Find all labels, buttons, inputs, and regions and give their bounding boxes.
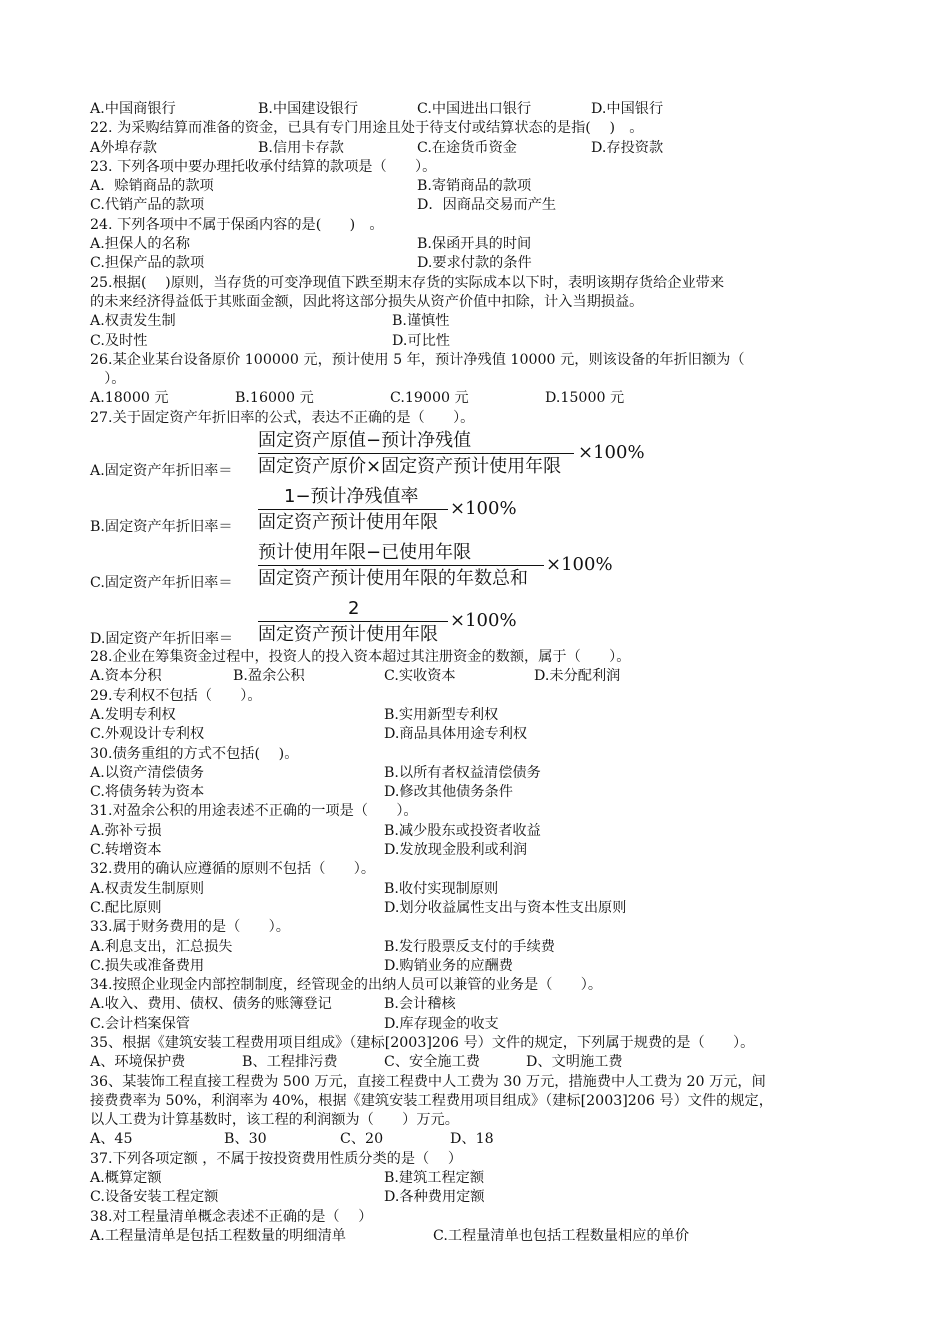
formula-b-label: B.固定资产年折旧率＝ (90, 519, 233, 536)
q23-option-d: D．因商品交易而产生 (417, 197, 557, 214)
q29-options-row1 (90, 706, 880, 725)
q22-stem: 22. 为采购结算而准备的资金，已具有专门用途且处于待支付或结算状态的是指( ) 。 (90, 120, 644, 137)
q28-options (90, 667, 880, 686)
q21-options (90, 100, 880, 119)
q32-option-d: D.划分收益属性支出与资本性支出原则 (384, 899, 627, 916)
q34-option-c: C.会计档案保管 (90, 1015, 190, 1032)
formula-d-numerator: 2 (348, 598, 360, 620)
formula-b-fraction-bar (258, 509, 448, 510)
formula-b-numerator: 1−预计净残值率 (284, 486, 419, 508)
q22-options (90, 139, 880, 158)
formula-a-label: A.固定资产年折旧率＝ (90, 463, 233, 480)
q26-option-a: A.18000 元 (90, 390, 169, 407)
q38-options (90, 1227, 880, 1246)
formula-d-denominator: 固定资产预计使用年限 (258, 624, 438, 646)
formula-a-denominator: 固定资产原价×固定资产预计使用年限 (258, 456, 562, 478)
formula-c-label: C.固定资产年折旧率＝ (90, 575, 233, 592)
q26-option-c: C.19000 元 (390, 390, 469, 407)
q33-options-row1 (90, 938, 880, 957)
q25-stem-line1: 25.根据( )原则，当存货的可变净现值下跌至期末存货的实际成本以下时，表明该期存货给企业带来 (90, 274, 725, 291)
q21-option-c: C.中国进出口银行 (417, 101, 532, 117)
q23-options-row2 (90, 196, 880, 215)
q23-options-row1 (90, 177, 880, 196)
q22-option-c: C.在途货币资金 (417, 139, 517, 156)
q29-option-b: B.实用新型专利权 (384, 706, 499, 723)
q33-option-d: D.购销业务的应酬费 (384, 957, 513, 974)
formula-d-fraction-bar (258, 621, 448, 622)
q32-option-b: B.收付实现制原则 (384, 880, 499, 897)
q22-option-d: D.存投资款 (591, 139, 664, 156)
q38-option-a: A.工程量清单是包括工程数量的明细清单 (90, 1227, 346, 1244)
q34-options-row2 (90, 1015, 880, 1034)
formula-c-denominator: 固定资产预计使用年限的年数总和 (258, 568, 528, 590)
q36-option-c: C、20 (340, 1131, 384, 1148)
q26-option-d: D.15000 元 (545, 390, 625, 407)
q32-option-a: A.权责发生制原则 (90, 880, 205, 897)
q29-option-c: C.外观设计专利权 (90, 726, 205, 743)
q36-stem-line2: 接费费率为 50%，利润率为 40%，根据《建筑安装工程费用项目组成》（建标[2003]206 号）文件的规定， (90, 1092, 773, 1109)
formula-a-suffix: ×100% (578, 442, 645, 464)
q28-option-a: A.资本分积 (90, 668, 162, 685)
q34-options-row1 (90, 995, 880, 1014)
q33-option-b: B.发行股票反支付的手续费 (384, 938, 555, 955)
q37-option-b: B.建筑工程定额 (384, 1170, 485, 1187)
q25-options-row2 (90, 332, 880, 351)
q34-option-b: B.会计稽核 (384, 996, 456, 1013)
formula-c-suffix: ×100% (546, 554, 613, 576)
q34-option-a: A.收入、费用、债权、债务的账簿登记 (90, 996, 332, 1013)
formula-d-suffix: ×100% (450, 610, 517, 632)
q23-option-c: C.代销产品的款项 (90, 197, 205, 214)
q31-option-b: B.减少股东或投资者收益 (384, 822, 541, 839)
q28-stem: 28.企业在筹集资金过程中，投资人的投入资本超过其注册资金的数额，属于（ ）。 (90, 649, 631, 666)
q32-option-c: C.配比原则 (90, 899, 162, 916)
q37-options-row1 (90, 1169, 880, 1188)
q37-stem: 37.下列各项定额 ，不属于按投资费用性质分类的是（ ） (90, 1150, 463, 1167)
q27-formula-c (90, 538, 880, 594)
q25-options-row1 (90, 312, 880, 331)
q27-stem: 27.关于固定资产年折旧率的公式，表达不正确的是（ ）。 (90, 409, 475, 426)
q25-option-d: D.可比性 (392, 332, 450, 349)
q28-option-d: D.未分配利润 (534, 668, 621, 685)
formula-a-fraction-bar (258, 453, 574, 454)
q30-stem: 30.债务重组的方式不包括( )。 (90, 745, 299, 762)
q26-option-b: B.16000 元 (235, 390, 314, 407)
q21-option-b: B.中国建设银行 (258, 101, 359, 117)
q30-option-b: B.以所有者权益清偿债务 (384, 764, 541, 781)
q26-stem-line2: ）。 (90, 371, 126, 388)
q26-options (90, 389, 880, 408)
q32-options-row2 (90, 899, 880, 918)
question-sheet (90, 100, 880, 1246)
q33-options-row2 (90, 957, 880, 976)
q36-option-a: A、45 (90, 1131, 133, 1148)
q24-option-a: A.担保人的名称 (90, 236, 190, 253)
q24-option-b: B.保函开具的时间 (417, 236, 532, 253)
q31-option-d: D.发放现金股利或利润 (384, 842, 528, 859)
q36-option-b: B、30 (224, 1131, 267, 1148)
q28-option-b: B.盈余公积 (233, 668, 305, 685)
q21-option-d: D.中国银行 (591, 101, 664, 117)
q33-stem: 33.属于财务费用的是（ ）。 (90, 919, 290, 936)
q36-option-d: D、18 (450, 1131, 494, 1148)
q23-option-b: B.寄销商品的款项 (417, 178, 532, 195)
q24-option-c: C.担保产品的款项 (90, 255, 205, 272)
q31-stem: 31.对盈余公积的用途表述不正确的一项是（ ）。 (90, 803, 418, 820)
q23-option-a: A．赊销商品的款项 (90, 178, 214, 195)
q35-option-c: C、安全施工费 (384, 1054, 480, 1071)
q37-option-a: A.概算定额 (90, 1170, 162, 1187)
q31-options-row2 (90, 841, 880, 860)
q25-stem-line2: 的未来经济得益低于其账面金额，因此将这部分损失从资产价值中扣除，计入当期损益。 (90, 293, 644, 310)
q27-formula-d (90, 594, 880, 648)
q25-option-c: C.及时性 (90, 332, 148, 349)
q37-option-d: D.各种费用定额 (384, 1189, 485, 1206)
q34-stem: 34.按照企业现金内部控制制度，经管现金的出纳人员可以兼管的业务是（ ）。 (90, 977, 603, 994)
q38-option-c: C.工程量清单也包括工程数量相应的单价 (433, 1227, 690, 1244)
q35-option-a: A、环境保护费 (90, 1054, 186, 1071)
q23-stem: 23. 下列各项中要办理托收承付结算的款项是（ ）。 (90, 158, 437, 175)
q24-stem: 24. 下列各项中不属于保函内容的是( ) 。 (90, 216, 384, 233)
q30-options-row1 (90, 764, 880, 783)
q37-option-c: C.设备安装工程定额 (90, 1189, 219, 1206)
q31-options-row1 (90, 822, 880, 841)
formula-c-numerator: 预计使用年限−已使用年限 (258, 542, 472, 564)
q30-option-c: C.将债务转为资本 (90, 784, 205, 801)
q36-stem-line3: 以人工费为计算基数时，该工程的利润额为（ ）万元。 (90, 1112, 459, 1129)
q26-stem-line1: 26.某企业某台设备原价 100000 元，预计使用 5 年，预计净残值 10000 元，则该设备的年折旧额为（ (90, 351, 745, 368)
formula-a-numerator: 固定资产原值−预计净残值 (258, 430, 472, 452)
q27-formula-b (90, 484, 880, 538)
q24-options-row2 (90, 254, 880, 273)
q31-option-a: A.弥补亏损 (90, 822, 162, 839)
formula-b-denominator: 固定资产预计使用年限 (258, 512, 438, 534)
q32-options-row1 (90, 880, 880, 899)
q35-option-d: D、文明施工费 (526, 1054, 623, 1071)
q37-options-row2 (90, 1188, 880, 1207)
q35-option-b: B、工程排污费 (242, 1054, 338, 1071)
q38-stem: 38.对工程量清单概念表述不正确的是（ ） (90, 1208, 373, 1225)
q30-option-a: A.以资产清偿债务 (90, 764, 205, 781)
q25-option-b: B.谨慎性 (392, 313, 450, 330)
q21-option-a: A.中国商银行 (90, 101, 176, 117)
q31-option-c: C.转增资本 (90, 842, 162, 859)
q29-option-a: A.发明专利权 (90, 706, 176, 723)
q27-formula-a (90, 428, 880, 484)
q35-stem: 35、根据《建筑安装工程费用项目组成》（建标[2003]206 号）文件的规定，下列属于规费的是（ ）。 (90, 1034, 755, 1051)
q34-option-d: D.库存现金的收支 (384, 1015, 499, 1032)
q33-option-a: A.利息支出，汇总损失 (90, 938, 233, 955)
q28-option-c: C.实收资本 (384, 668, 456, 685)
q33-option-c: C.损失或准备费用 (90, 957, 205, 974)
q29-options-row2 (90, 725, 880, 744)
q32-stem: 32.费用的确认应遵循的原则不包括（ ）。 (90, 861, 376, 878)
q30-options-row2 (90, 783, 880, 802)
q29-stem: 29.专利权不包括（ ）。 (90, 687, 262, 704)
q25-option-a: A.权责发生制 (90, 313, 176, 330)
q24-options-row1 (90, 235, 880, 254)
q22-option-a: A外埠存款 (90, 139, 157, 156)
formula-c-fraction-bar (258, 565, 544, 566)
q30-option-d: D.修改其他债务条件 (384, 784, 513, 801)
q29-option-d: D.商品具体用途专利权 (384, 726, 528, 743)
q36-options (90, 1130, 880, 1149)
q35-options (90, 1053, 880, 1072)
q36-stem-line1: 36、某装饰工程直接工程费为 500 万元，直接工程费中人工费为 30 万元，措施费中人工费为 20 万元，间 (90, 1073, 766, 1090)
formula-b-suffix: ×100% (450, 498, 517, 520)
q22-option-b: B.信用卡存款 (258, 139, 344, 156)
q24-option-d: D.要求付款的条件 (417, 255, 532, 272)
formula-d-label: D.固定资产年折旧率＝ (90, 631, 234, 648)
